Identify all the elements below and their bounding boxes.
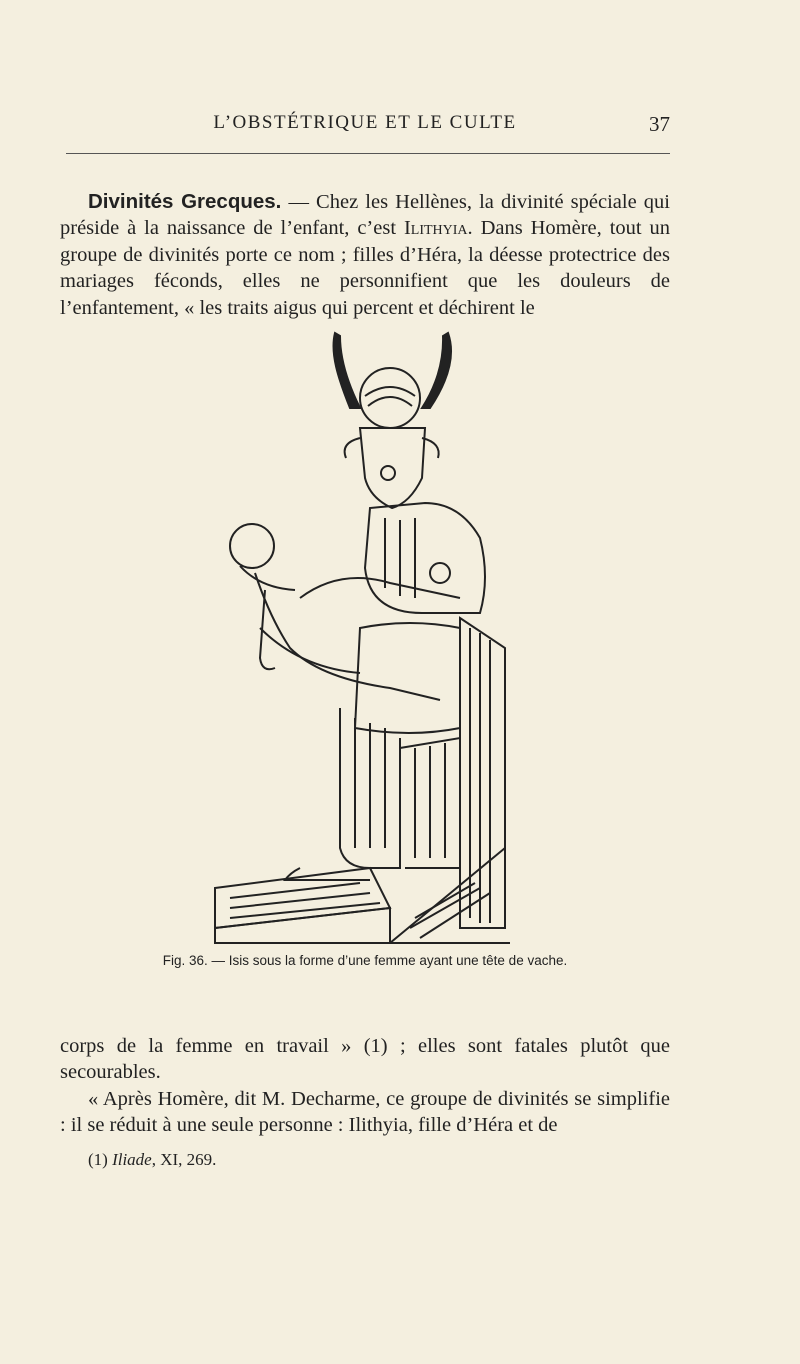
paragraph-2: corps de la femme en travail » (1) ; elles sont fatales plutôt que secourables. xyxy=(60,1034,670,1083)
footnote xyxy=(88,1150,216,1170)
figure-caption: Fig. 36. — Isis sous la forme d’une femme ayant une tête de vache. xyxy=(162,953,568,968)
paragraph-1-text-b: . Dans Homère, tout un groupe de divinités porte ce nom ; filles d’Héra, la déesse protectrice des mariages féconds, elles ne personnifient que les douleurs de l’enfantement, « les traits aigus qui percent et déchirent le xyxy=(60,217,670,319)
figure-illustration xyxy=(160,328,530,953)
paragraph-1-text-a: — Chez les Hellènes, la divinité spéciale qui préside à la naissance de l’enfant, c’est xyxy=(60,190,670,239)
isis-engraving xyxy=(160,328,530,948)
running-header xyxy=(60,112,670,142)
page-number: 37 xyxy=(649,112,670,136)
running-title: L’OBSTÉTRIQUE ET LE CULTE xyxy=(213,112,517,133)
footnote-ref: , XI, 269. xyxy=(151,1150,217,1169)
footnote-work: Iliade xyxy=(112,1150,152,1169)
section-heading: Divinités Grecques. xyxy=(88,189,282,213)
footnote-marker: (1) xyxy=(88,1150,113,1169)
deity-name: Ilithyia xyxy=(403,217,468,239)
paragraph-1 xyxy=(60,189,670,322)
header-rule xyxy=(66,153,670,154)
paragraph-3: « Après Homère, dit M. Decharme, ce groupe de divinités se simplifie : il se réduit à une seule personne : Ilithyia, fille d’Héra et de xyxy=(60,1087,670,1136)
